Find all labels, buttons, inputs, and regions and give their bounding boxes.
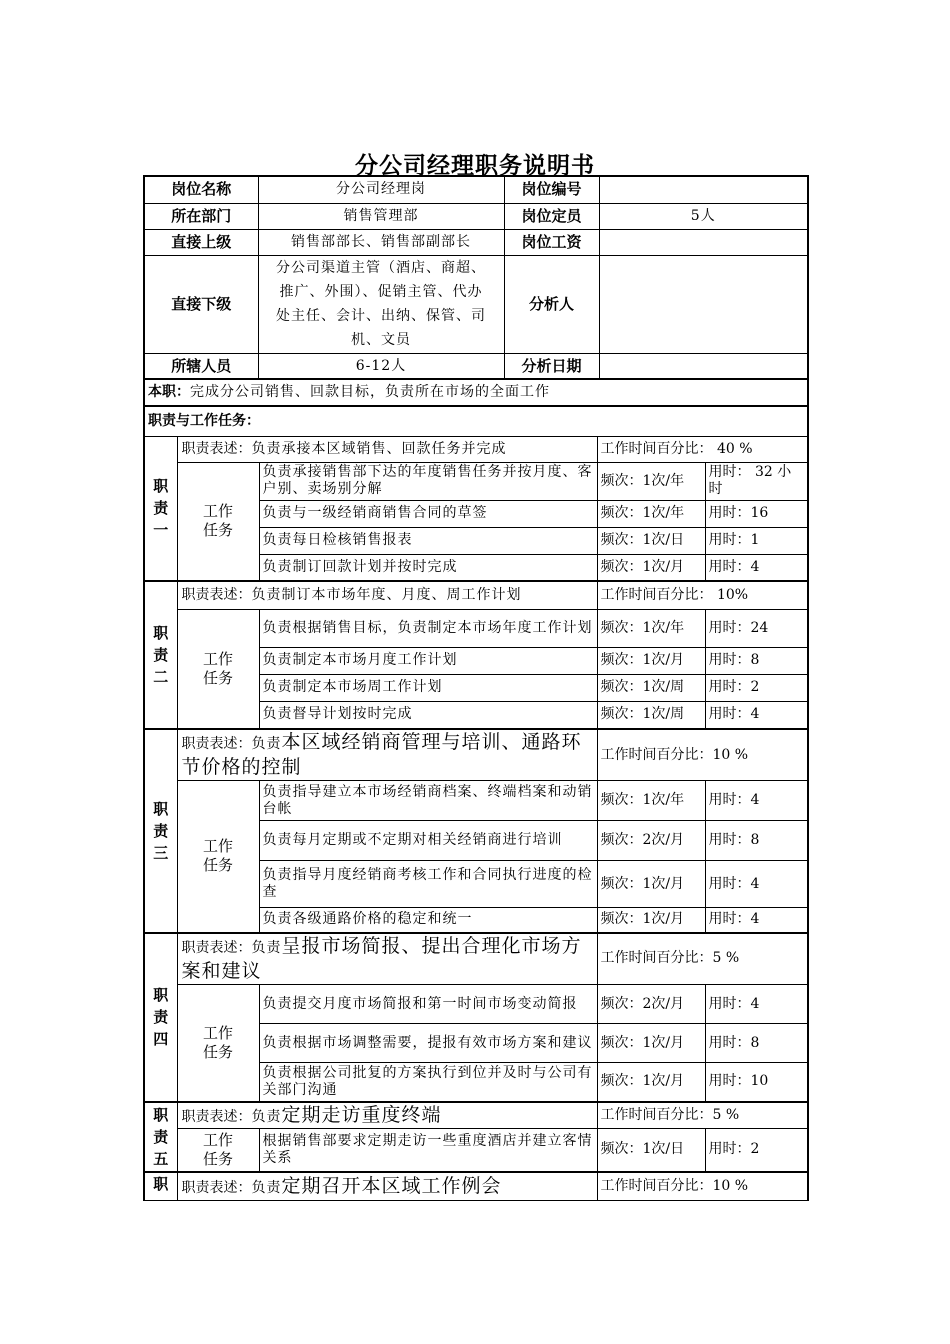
analysis-date-label: 分析日期 xyxy=(504,353,599,379)
task-group-label xyxy=(177,985,259,1102)
duty-statement-label: 职责表述： xyxy=(181,939,252,956)
task-text: 负责承接销售部下达的年度销售任务并按月度、客户别、卖场别分解 xyxy=(259,462,597,500)
duty-statement xyxy=(177,1172,597,1200)
duty-statement-text: 定期召开本区域工作例会 xyxy=(281,1174,502,1197)
duty-name-char: 责 xyxy=(153,1008,169,1026)
duty-name-char: 一 xyxy=(153,521,169,540)
duty-statement-prefix: 负责 xyxy=(251,939,282,956)
duty-time-percent: 工作时间百分比：10 % xyxy=(597,729,808,781)
staff-label: 所辖人员 xyxy=(144,353,258,379)
duty-time-percent: 工作时间百分比： 10% xyxy=(597,581,808,609)
headcount-label: 岗位定员 xyxy=(504,203,599,229)
task-hours: 用时：4 xyxy=(705,701,808,729)
duty-statement xyxy=(177,581,597,609)
task-hours: 用时：10 xyxy=(705,1063,808,1102)
task-frequency: 频次：1次/月 xyxy=(597,1024,705,1063)
task-frequency: 频次：1次/月 xyxy=(597,554,705,581)
duty-name-char: 三 xyxy=(153,843,169,862)
task-frequency: 频次：1次/年 xyxy=(597,500,705,527)
duty-name-char: 责 xyxy=(153,499,169,518)
duty-statement-prefix: 负责 xyxy=(251,736,282,752)
task-text: 负责与一级经销商销售合同的草签 xyxy=(259,500,597,527)
duty-statement xyxy=(177,436,597,462)
analyst-value xyxy=(599,255,808,353)
duty-name-char: 职 xyxy=(153,1175,169,1193)
task-text: 负责制定本市场周工作计划 xyxy=(259,674,597,701)
task-frequency: 频次：1次/周 xyxy=(597,701,705,729)
position-no-value xyxy=(599,176,808,203)
task-hours: 用时：24 xyxy=(705,609,808,647)
duty-statement-prefix: 负责 xyxy=(251,1179,282,1196)
task-hours: 用时：2 xyxy=(705,1128,808,1172)
position-name-label: 岗位名称 xyxy=(144,176,258,203)
task-text: 负责根据公司批复的方案执行到位并及时与公司有关部门沟通 xyxy=(259,1063,597,1102)
task-hours: 用时：8 xyxy=(705,1024,808,1063)
task-text: 负责每月定期或不定期对相关经销商进行培训 xyxy=(259,821,597,861)
task-group-label xyxy=(177,609,259,729)
task-text: 负责各级通路价格的稳定和统一 xyxy=(259,908,597,933)
task-hours: 用时：1 xyxy=(705,527,808,554)
task-group-label-line: 工作 xyxy=(202,649,233,668)
task-group-label xyxy=(177,1128,259,1172)
duty-statement xyxy=(177,729,597,781)
analyst-label: 分析人 xyxy=(504,255,599,353)
task-group-label-line: 工作 xyxy=(202,837,233,856)
task-frequency: 频次：1次/月 xyxy=(597,861,705,908)
task-frequency: 频次：1次/月 xyxy=(597,1063,705,1102)
task-text: 负责根据市场调整需要，提报有效市场方案和建议 xyxy=(259,1024,597,1063)
duty-statement-label: 职责表述： xyxy=(181,440,252,457)
task-hours: 用时：2 xyxy=(705,674,808,701)
duties-table xyxy=(143,378,809,1201)
task-group-label xyxy=(177,462,259,581)
task-hours: 用时：4 xyxy=(705,554,808,581)
task-hours: 用时：8 xyxy=(705,821,808,861)
duty-statement-text: 定期走访重度终端 xyxy=(281,1103,442,1126)
duty-statement-text: 负责承接本区域销售、回款任务并完成 xyxy=(251,440,507,457)
task-frequency: 频次：1次/日 xyxy=(597,527,705,554)
task-text: 负责制定本市场月度工作计划 xyxy=(259,647,597,674)
subordinate-line: 分公司渠道主管（酒店、商超、 xyxy=(276,260,486,276)
task-text: 负责督导计划按时完成 xyxy=(259,701,597,729)
duty-name-char: 职 xyxy=(153,986,169,1004)
task-group-label-line: 工作 xyxy=(202,502,233,521)
task-hours: 用时：16 xyxy=(705,500,808,527)
task-hours: 用时：4 xyxy=(705,908,808,933)
duty-name-char: 二 xyxy=(153,668,169,686)
document-title: 分公司经理职务说明书 xyxy=(355,153,595,179)
salary-label: 岗位工资 xyxy=(504,229,599,255)
duty-name-char: 责 xyxy=(153,1127,169,1146)
task-text: 负责每日检核销售报表 xyxy=(259,527,597,554)
task-group-label-line: 工作 xyxy=(202,1130,233,1149)
subordinate-label: 直接下级 xyxy=(144,255,258,353)
task-text: 负责指导建立本市场经销商档案、终端档案和动销台帐 xyxy=(259,781,597,821)
duty-statement-text: 本区域经销商管理与培训、通路环节价格的控制 xyxy=(181,731,582,778)
main-duty-text: 完成分公司销售、回款目标，负责所在市场的全面工作 xyxy=(190,384,550,400)
task-group-label-line: 任务 xyxy=(202,521,233,540)
duty-time-percent: 工作时间百分比：5 % xyxy=(597,933,808,985)
subordinate-value xyxy=(258,255,504,353)
task-frequency: 频次：1次/年 xyxy=(597,609,705,647)
main-duty-label: 本职： xyxy=(148,384,190,400)
duty-name xyxy=(144,581,177,729)
duty-statement xyxy=(177,1102,597,1129)
department-label: 所在部门 xyxy=(144,203,258,229)
subordinate-line: 处主任、会计、出纳、保管、司 xyxy=(276,308,486,324)
duty-time-percent: 工作时间百分比：10 % xyxy=(597,1172,808,1200)
staff-value: 6-12人 xyxy=(258,353,504,379)
main-duty-row xyxy=(144,379,808,406)
subordinate-line: 推广、外围）、促销主管、代办 xyxy=(279,284,483,300)
duty-statement-text: 负责制订本市场年度、月度、周工作计划 xyxy=(251,586,522,603)
task-hours: 用时：8 xyxy=(705,647,808,674)
task-frequency: 频次：2次/月 xyxy=(597,985,705,1024)
basic-info-table xyxy=(143,175,809,380)
duty-name xyxy=(144,1172,177,1200)
duty-name-char: 责 xyxy=(153,646,169,664)
task-group-label-line: 工作 xyxy=(202,1023,233,1042)
task-frequency: 频次：2次/月 xyxy=(597,821,705,861)
task-group-label-line: 任务 xyxy=(202,1149,233,1168)
analysis-date-value xyxy=(599,353,808,379)
task-text: 负责根据销售目标，负责制定本市场年度工作计划 xyxy=(259,609,597,647)
duty-name-char: 职 xyxy=(153,477,169,496)
task-text: 根据销售部要求定期走访一些重度酒店并建立客情关系 xyxy=(259,1128,597,1172)
task-group-label-line: 任务 xyxy=(202,668,233,687)
superior-label: 直接上级 xyxy=(144,229,258,255)
duty-statement-text: 呈报市场简报、提出合理化市场方案和建议 xyxy=(181,934,582,982)
duty-name-char: 职 xyxy=(153,624,169,642)
task-text: 负责提交月度市场简报和第一时间市场变动简报 xyxy=(259,985,597,1024)
duty-name-char: 责 xyxy=(153,821,169,840)
duty-name xyxy=(144,933,177,1102)
duty-statement xyxy=(177,933,597,985)
task-frequency: 频次：1次/年 xyxy=(597,781,705,821)
duty-name xyxy=(144,436,177,581)
duties-header: 职责与工作任务： xyxy=(144,406,808,436)
duty-statement-prefix: 负责 xyxy=(251,1108,282,1125)
salary-value xyxy=(599,229,808,255)
task-frequency: 频次：1次/月 xyxy=(597,908,705,933)
task-frequency: 频次：1次/日 xyxy=(597,1128,705,1172)
headcount-value: 5人 xyxy=(599,203,808,229)
position-name-value: 分公司经理岗 xyxy=(258,176,504,203)
department-value: 销售管理部 xyxy=(258,203,504,229)
task-text: 负责指导月度经销商考核工作和合同执行进度的检查 xyxy=(259,861,597,908)
task-frequency: 频次：1次/周 xyxy=(597,674,705,701)
duty-time-percent: 工作时间百分比：5 % xyxy=(597,1102,808,1129)
task-group-label-line: 任务 xyxy=(202,856,233,875)
duty-name-char: 职 xyxy=(153,799,169,818)
duty-time-percent: 工作时间百分比： 40 % xyxy=(597,436,808,462)
duty-name xyxy=(144,729,177,933)
task-group-label xyxy=(177,781,259,933)
duty-name-char: 职 xyxy=(153,1105,169,1124)
task-hours: 用时：4 xyxy=(705,861,808,908)
duty-statement-label: 职责表述： xyxy=(181,736,252,752)
task-frequency: 频次：1次/年 xyxy=(597,462,705,500)
task-group-label-line: 任务 xyxy=(202,1042,233,1061)
duty-statement-label: 职责表述： xyxy=(181,586,252,603)
duty-name-char: 五 xyxy=(153,1149,169,1168)
duty-name-char: 四 xyxy=(153,1030,169,1048)
duty-statement-label: 职责表述： xyxy=(181,1108,252,1125)
superior-value: 销售部部长、销售部副部长 xyxy=(258,229,504,255)
subordinate-line: 机、文员 xyxy=(351,332,411,348)
duty-name xyxy=(144,1102,177,1173)
position-no-label: 岗位编号 xyxy=(504,176,599,203)
task-hours: 用时： 32 小时 xyxy=(705,462,808,500)
duty-statement-label: 职责表述： xyxy=(181,1179,252,1196)
task-text: 负责制订回款计划并按时完成 xyxy=(259,554,597,581)
task-frequency: 频次：1次/月 xyxy=(597,647,705,674)
task-hours: 用时：4 xyxy=(705,781,808,821)
task-hours: 用时：4 xyxy=(705,985,808,1024)
duty-body xyxy=(144,436,808,1200)
